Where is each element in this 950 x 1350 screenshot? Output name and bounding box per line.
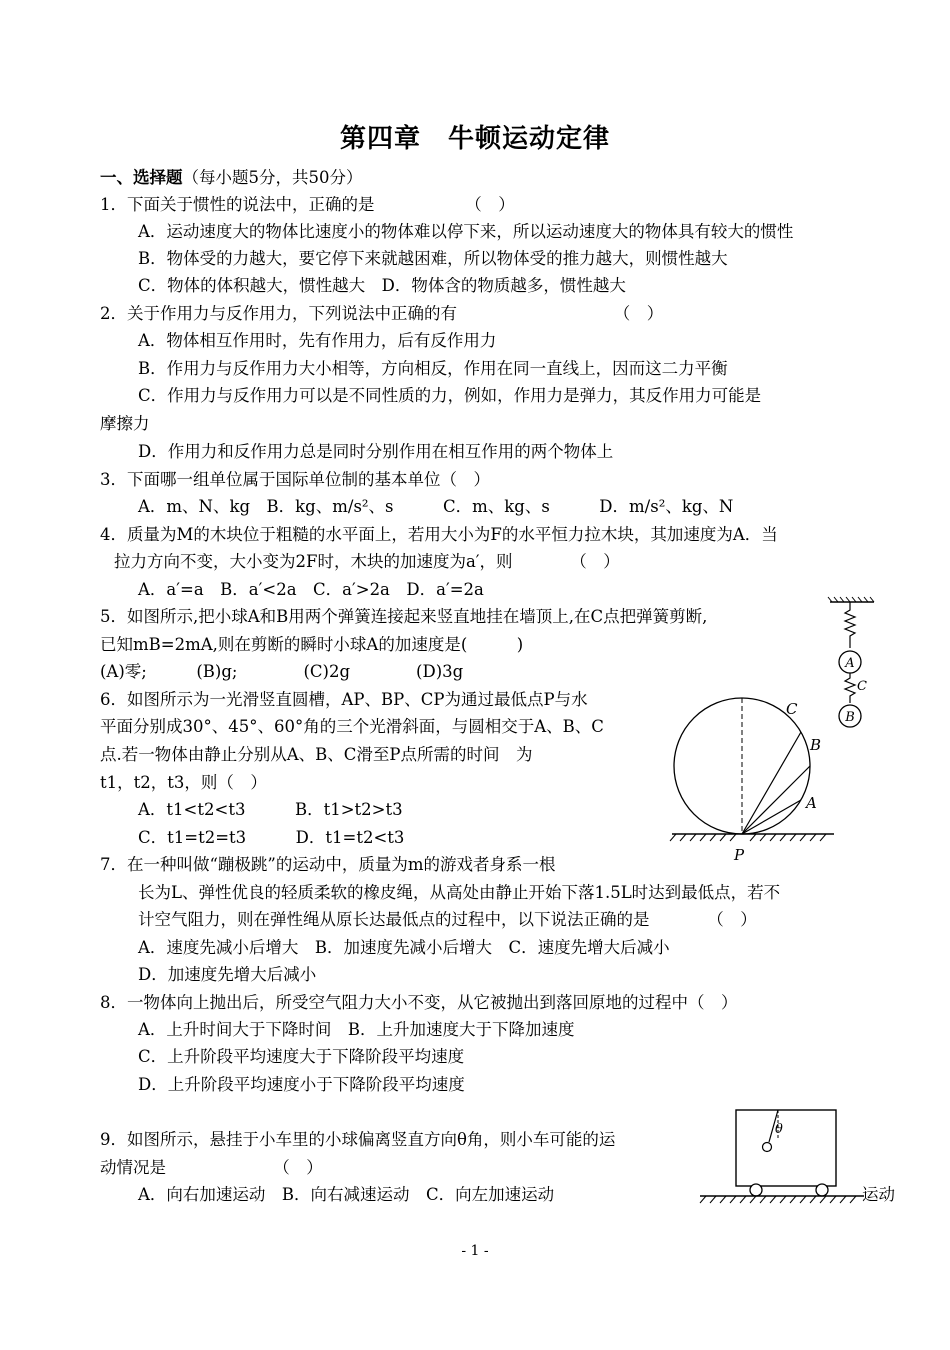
question-line: 平面分别成30°、45°、60°角的三个光滑斜面，与圆相交于A、B、C: [100, 717, 604, 736]
point-c-label: C: [786, 700, 798, 718]
point-a-label: A: [806, 794, 817, 812]
question-line: C．作用力与反作用力可以是不同性质的力，例如，作用力是弹力，其反作用力可能是: [138, 386, 762, 405]
question-line: A．m、N、kg B．kg、m/s²、s C．m、kg、s D．m/s²、kg、N: [138, 497, 734, 516]
question-line: 3．下面哪一组单位属于国际单位制的基本单位（ ）: [100, 470, 490, 489]
question-line: 1．下面关于惯性的说法中，正确的是 （ ）: [100, 195, 515, 214]
question-line: 点.若一物体由静止分别从A、B、C滑至P点所需的时间 为: [100, 745, 533, 764]
theta-label: θ: [775, 1122, 783, 1137]
fig9-trailing-text: 运动: [862, 1185, 895, 1204]
question-line: t1，t2，t3，则（ ）: [100, 773, 267, 792]
question-line: A．物体相互作用时，先有作用力，后有反作用力: [138, 331, 497, 350]
question-line: 拉力方向不变，大小变为2F时，木块的加速度为a′，则 （ ）: [114, 552, 620, 571]
section-note: （每小题5分，共50分）: [182, 168, 363, 187]
question-line: 长为L、弹性优良的轻质柔软的橡皮绳，从高处由静止开始下落1.5L时达到最低点，若不: [138, 883, 781, 902]
cut-point-label: C: [857, 679, 867, 694]
question-line: A．速度先减小后增大 B．加速度先减小后增大 C．速度先增大后减小: [138, 938, 670, 957]
question-line: 已知mB=2mA,则在剪断的瞬时小球A的加速度是( ): [100, 635, 524, 654]
question-line: A．上升时间大于下降时间 B．上升加速度大于下降加速度: [138, 1020, 575, 1039]
ball-a-label: A: [845, 656, 855, 671]
ball-b-label: B: [845, 710, 855, 725]
question-line: (A)零; (B)g; (C)2g (D)3g: [100, 662, 464, 681]
question-line: B．作用力与反作用力大小相等，方向相反，作用在同一直线上，因而这二力平衡: [138, 359, 728, 378]
question-line: A．运动速度大的物体比速度小的物体难以停下来，所以运动速度大的物体具有较大的惯性: [138, 222, 794, 241]
cart-pendulum-figure: [698, 1106, 866, 1206]
question-line: 2．关于作用力与反作用力，下列说法中正确的有 （ ）: [100, 304, 664, 323]
question-line: 计空气阻力，则在弹性绳从原长达最低点的过程中，以下说法正确的是 （ ）: [138, 910, 757, 929]
question-line: 动情况是 （ ）: [100, 1158, 323, 1177]
question-line: A．t1<t2<t3 B．t1>t2>t3: [138, 800, 403, 819]
question-line: C．上升阶段平均速度大于下降阶段平均速度: [138, 1047, 465, 1066]
question-line: C．物体的体积越大，惯性越大 D．物体含的物质越多，惯性越大: [138, 276, 626, 295]
question-line: D．上升阶段平均速度小于下降阶段平均速度: [138, 1075, 465, 1094]
question-line: A．向右加速运动 B．向右减速运动 C．向左加速运动: [138, 1185, 555, 1204]
point-p-label: P: [734, 846, 745, 864]
question-line: 摩擦力: [100, 414, 150, 433]
page-number: - 1 -: [461, 1243, 489, 1259]
question-line: 9．如图所示，悬挂于小车里的小球偏离竖直方向θ角，则小车可能的运: [100, 1130, 616, 1149]
question-line: 8．一物体向上抛出后，所受空气阻力大小不变，从它被抛出到落回原地的过程中（ ）: [100, 993, 738, 1012]
section-heading-row: [100, 168, 363, 188]
question-line: 7．在一种叫做“蹦极跳”的运动中，质量为m的游戏者身系一根: [100, 855, 556, 874]
question-line: D．加速度先增大后减小: [138, 965, 317, 984]
question-line: B．物体受的力越大，要它停下来就越困难，所以物体受的推力越大，则惯性越大: [138, 249, 728, 268]
page-title: 第四章 牛顿运动定律: [339, 124, 610, 154]
question-line: 4．质量为M的木块位于粗糙的水平面上，若用大小为F的水平恒力拉木块，其加速度为A．当: [100, 525, 778, 544]
question-line: 5．如图所示,把小球A和B用两个弹簧连接起来竖直地挂在墙顶上,在C点把弹簧剪断,: [100, 607, 708, 626]
point-b-label: B: [810, 736, 822, 754]
circle-chords-figure: [664, 690, 844, 870]
question-line: C．t1=t2=t3 D．t1=t2<t3: [138, 828, 405, 847]
question-line: A．a′=a B．a′<2a C．a′>2a D．a′=2a: [138, 580, 484, 599]
question-line: 6．如图所示为一光滑竖直圆槽，AP、BP、CP为通过最低点P与水: [100, 690, 588, 709]
question-line: D．作用力和反作用力总是同时分别作用在相互作用的两个物体上: [138, 442, 614, 461]
section-heading: 一、选择题: [100, 168, 183, 187]
